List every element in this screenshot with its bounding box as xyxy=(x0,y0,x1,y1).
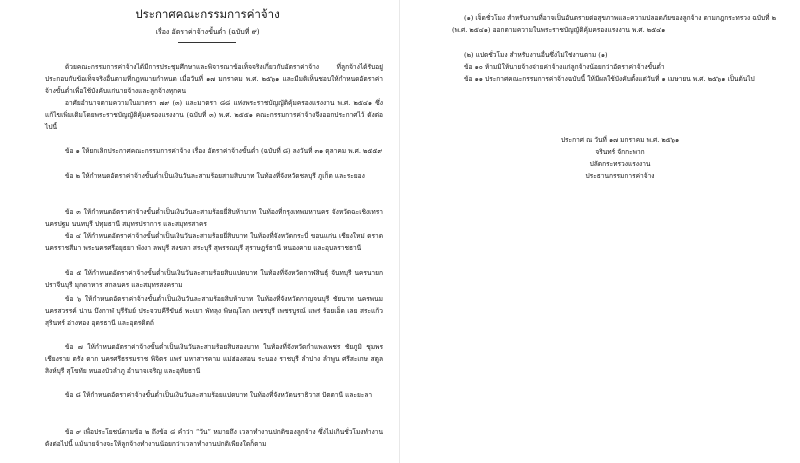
clause-7: ข้อ ๗ ให้กำหนดอัตราค่าจ้างขั้นต่ำเป็นเงินวันละสามร้อยสิบสองบาท ในท้องที่จังหวัดกำแพงเพชร ชัยภูมิ ชุมพร เชียงราย ตรัง ตาก นครศรีธรรมราช พิจิตร แพร่ มหาสารคาม แม่ฮ่องสอน ระนอง ราชบุรี ลำปาง ลำพูน ศรีสะเกษ สตูล สิงห์บุรี สุโขทัย หนองบัวลำภู อำนาจเจริญ และอุทัยธานี xyxy=(45,343,383,376)
clause-2: ข้อ ๒ ให้กำหนดอัตราค่าจ้างขั้นต่ำเป็นเงินวันละสามร้อยสามสิบบาท ในท้องที่จังหวัดชลบุรี ภูเก็ต และระยอง xyxy=(65,172,365,180)
clause-1: ข้อ ๑ ให้ยกเลิกประกาศคณะกรรมการค่าจ้าง เรื่อง อัตราค่าจ้างขั้นต่ำ (ฉบับที่ ๘) ลงวันที่ ๓๑ ตุลาคม พ.ศ. ๒๕๕๙ xyxy=(65,147,383,155)
clause-8: ข้อ ๘ ให้กำหนดอัตราค่าจ้างขั้นต่ำเป็นเงินวันละสามร้อยแปดบาท ในท้องที่จังหวัดนราธิวาส ปัตตานี และยะลา xyxy=(65,391,373,399)
signatory-name: จรินทร์ จักกะพาก xyxy=(595,148,645,156)
signatory-position-1: ปลัดกระทรวงแรงงาน xyxy=(589,160,651,168)
left-page xyxy=(0,0,395,463)
document-title: ประกาศคณะกรรมการค่าจ้าง xyxy=(135,7,280,21)
clause-3: ข้อ ๓ ให้กำหนดอัตราค่าจ้างขั้นต่ำเป็นเงินวันละสามร้อยยี่สิบห้าบาท ในท้องที่กรุงเทพมหานคร จังหวัดฉะเชิงเทรา นครปฐม นนทบุรี ปทุมธานี สมุทรปราการ และสมุทรสาคร xyxy=(45,208,383,229)
hours-item-2: (๒) แปดชั่วโมง สำหรับงานอื่นซึ่งไม่ใช่งานตาม (๑) xyxy=(464,51,608,59)
page-divider xyxy=(399,0,400,463)
clause-4: ข้อ ๔ ให้กำหนดอัตราค่าจ้างขั้นต่ำเป็นเงินวันละสามร้อยยี่สิบบาท ในท้องที่จังหวัดกระบี่ ขอนแก่น เชียงใหม่ ตราด นครราชสีมา พระนครศรีอยุธยา พังงา ลพบุรี สงขลา สระบุรี สุพรรณบุรี สุราษฎร์ธานี หนองคาย และอุบลราชธานี xyxy=(45,232,383,253)
clause-10: ข้อ ๑๐ ห้ามมิให้นายจ้างจ่ายค่าจ้างแก่ลูกจ้างน้อยกว่าอัตราค่าจ้างขั้นต่ำ xyxy=(464,63,665,71)
right-page xyxy=(405,0,800,463)
clause-9: ข้อ ๙ เพื่อประโยชน์ตามข้อ ๒ ถึงข้อ ๘ คำว่า “วัน” หมายถึง เวลาทำงานปกติของลูกจ้าง ซึ่งไม่เกินชั่วโมงทำงานดังต่อไปนี้ แม้นายจ้างจะให้ลูกจ้างทำงานน้อยกว่าเวลาทำงานปกติเพียงใดก็ตาม xyxy=(45,428,383,449)
authority-paragraph: อาศัยอำนาจตามความในมาตรา ๗๙ (๓) และมาตรา ๘๘ แห่งพระราชบัญญัติคุ้มครองแรงงาน พ.ศ. ๒๕๔๑ ซึ่งแก้ไขเพิ่มเติมโดยพระราชบัญญัติคุ้มครองแรงงาน (ฉบับที่ ๓) พ.ศ. ๒๕๕๑ คณะกรรมการค่าจ้างจึงออกประกาศไว้ ดังต่อไปนี้ xyxy=(45,99,383,132)
signature-date: ประกาศ ณ วันที่ ๑๗ มกราคม พ.ศ. ๒๕๖๑ xyxy=(560,136,680,144)
document-subject: เรื่อง อัตราค่าจ้างขั้นต่ำ (ฉบับที่ ๙) xyxy=(155,28,260,36)
hours-item-1: (๑) เจ็ดชั่วโมง สำหรับงานที่อาจเป็นอันตรายต่อสุขภาพและความปลอดภัยของลูกจ้าง ตามกฎกระทรวง ฉบับที่ ๒ (พ.ศ. ๒๕๔๑) ออกตามความในพระราชบัญญัติคุ้มครองแรงงาน พ.ศ. ๒๕๔๑ xyxy=(452,14,776,35)
signatory-position-2: ประธานกรรมการค่าจ้าง xyxy=(585,172,655,180)
clause-6: ข้อ ๖ ให้กำหนดอัตราค่าจ้างขั้นต่ำเป็นเงินวันละสามร้อยสิบห้าบาท ในท้องที่จังหวัดกาญจนบุรี ชัยนาท นครพนม นครสวรรค์ น่าน บึงกาฬ บุรีรัมย์ ประจวบคีรีขันธ์ พะเยา พัทลุง พิษณุโลก เพชรบุรี เพชรบูรณ์ แพร่ ร้อยเอ็ด เลย สระแก้ว สุรินทร์ อ่างทอง อุดรธานี และอุตรดิตถ์ xyxy=(45,295,383,328)
clause-5: ข้อ ๕ ให้กำหนดอัตราค่าจ้างขั้นต่ำเป็นเงินวันละสามร้อยสิบแปดบาท ในท้องที่จังหวัดกาฬสินธุ์ จันทบุรี นครนายก ปราจีนบุรี มุกดาหาร สกลนคร และสมุทรสงคราม xyxy=(45,269,383,290)
preamble-paragraph: ด้วยคณะกรรมการค่าจ้างได้มีการประชุมศึกษาและพิจารณาข้อเท็จจริงเกี่ยวกับอัตราค่าจ้าง ที่ลูกจ้างได้รับอยู่ ประกอบกับข้อเท็จจริงอื่นตามที่กฎหมายกำหนด เมื่อวันที่ ๑๗ มกราคม พ.ศ. ๒๕๖๑ และมีมติเห็นชอบให้กำหนดอัตราค่าจ้างขั้นต่ำเพื่อใช้บังคับแก่นายจ้างและลูกจ้างทุกคน xyxy=(45,63,383,96)
title-underline xyxy=(178,42,236,43)
clause-11: ข้อ ๑๑ ประกาศคณะกรรมการค่าจ้างฉบับนี้ ให้มีผลใช้บังคับตั้งแต่วันที่ ๑ เมษายน พ.ศ. ๒๕๖๑ เป็นต้นไป xyxy=(464,75,755,83)
